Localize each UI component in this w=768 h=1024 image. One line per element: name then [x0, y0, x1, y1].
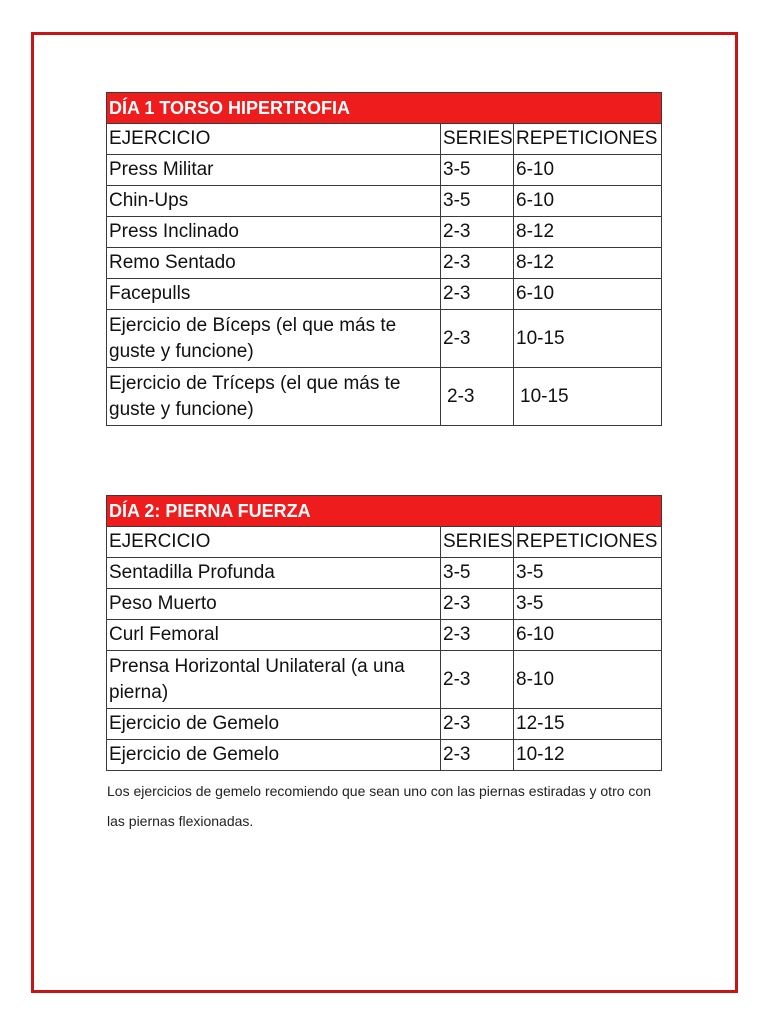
table-row — [107, 248, 662, 279]
series-cell: 2-3 — [441, 368, 514, 426]
column-header-series: SERIES — [441, 527, 514, 558]
exercise-cell: Ejercicio de Gemelo — [107, 740, 441, 771]
series-cell: 2-3 — [441, 620, 514, 651]
exercise-cell: Press Inclinado — [107, 217, 441, 248]
table-row — [107, 589, 662, 620]
table-row — [107, 709, 662, 740]
exercise-cell: Remo Sentado — [107, 248, 441, 279]
exercise-cell: Prensa Horizontal Unilateral (a una pierna) — [107, 651, 441, 709]
reps-cell: 10-12 — [514, 740, 662, 771]
exercise-cell: Chin-Ups — [107, 186, 441, 217]
table-row — [107, 279, 662, 310]
reps-cell: 3-5 — [514, 589, 662, 620]
table-row — [107, 740, 662, 771]
table-row — [107, 651, 662, 709]
exercise-cell: Press Militar — [107, 155, 441, 186]
table-row — [107, 310, 662, 368]
column-header-exercise: EJERCICIO — [107, 527, 441, 558]
reps-cell: 10-15 — [514, 310, 662, 368]
day2-header-row — [107, 527, 662, 558]
series-cell: 2-3 — [441, 217, 514, 248]
series-cell: 2-3 — [441, 709, 514, 740]
day1-title: DÍA 1 TORSO HIPERTROFIA — [107, 93, 662, 124]
exercise-cell: Ejercicio de Tríceps (el que más te guste y funcione) — [107, 368, 441, 426]
column-header-series: SERIES — [441, 124, 514, 155]
series-cell: 2-3 — [441, 279, 514, 310]
exercise-cell: Facepulls — [107, 279, 441, 310]
day1-header-row — [107, 124, 662, 155]
series-cell: 2-3 — [441, 310, 514, 368]
series-cell: 2-3 — [441, 651, 514, 709]
reps-cell: 3-5 — [514, 558, 662, 589]
exercise-cell: Peso Muerto — [107, 589, 441, 620]
day1-table — [106, 92, 662, 426]
series-cell: 2-3 — [441, 248, 514, 279]
day1-title-row — [107, 93, 662, 124]
reps-cell: 6-10 — [514, 155, 662, 186]
reps-cell: 8-10 — [514, 651, 662, 709]
day2-title-row — [107, 496, 662, 527]
series-cell: 2-3 — [441, 589, 514, 620]
exercise-cell: Ejercicio de Gemelo — [107, 709, 441, 740]
series-cell: 2-3 — [441, 740, 514, 771]
reps-cell: 10-15 — [514, 368, 662, 426]
table-row — [107, 155, 662, 186]
series-cell: 3-5 — [441, 186, 514, 217]
calf-exercise-note: Los ejercicios de gemelo recomiendo que sean uno con las piernas estiradas y otro con las piernas flexionadas. — [107, 783, 651, 829]
reps-cell: 12-15 — [514, 709, 662, 740]
day2-title: DÍA 2: PIERNA FUERZA — [107, 496, 662, 527]
column-header-reps: REPETICIONES — [514, 527, 662, 558]
table-row — [107, 217, 662, 248]
exercise-cell: Sentadilla Profunda — [107, 558, 441, 589]
exercise-cell: Ejercicio de Bíceps (el que más te guste y funcione) — [107, 310, 441, 368]
series-cell: 3-5 — [441, 155, 514, 186]
table-row — [107, 558, 662, 589]
table-row — [107, 186, 662, 217]
reps-cell: 8-12 — [514, 217, 662, 248]
table-row — [107, 620, 662, 651]
column-header-exercise: EJERCICIO — [107, 124, 441, 155]
reps-cell: 6-10 — [514, 186, 662, 217]
series-cell: 3-5 — [441, 558, 514, 589]
table-row — [107, 368, 662, 426]
column-header-reps: REPETICIONES — [514, 124, 662, 155]
exercise-cell: Curl Femoral — [107, 620, 441, 651]
day2-table — [106, 495, 662, 771]
reps-cell: 6-10 — [514, 279, 662, 310]
reps-cell: 6-10 — [514, 620, 662, 651]
reps-cell: 8-12 — [514, 248, 662, 279]
